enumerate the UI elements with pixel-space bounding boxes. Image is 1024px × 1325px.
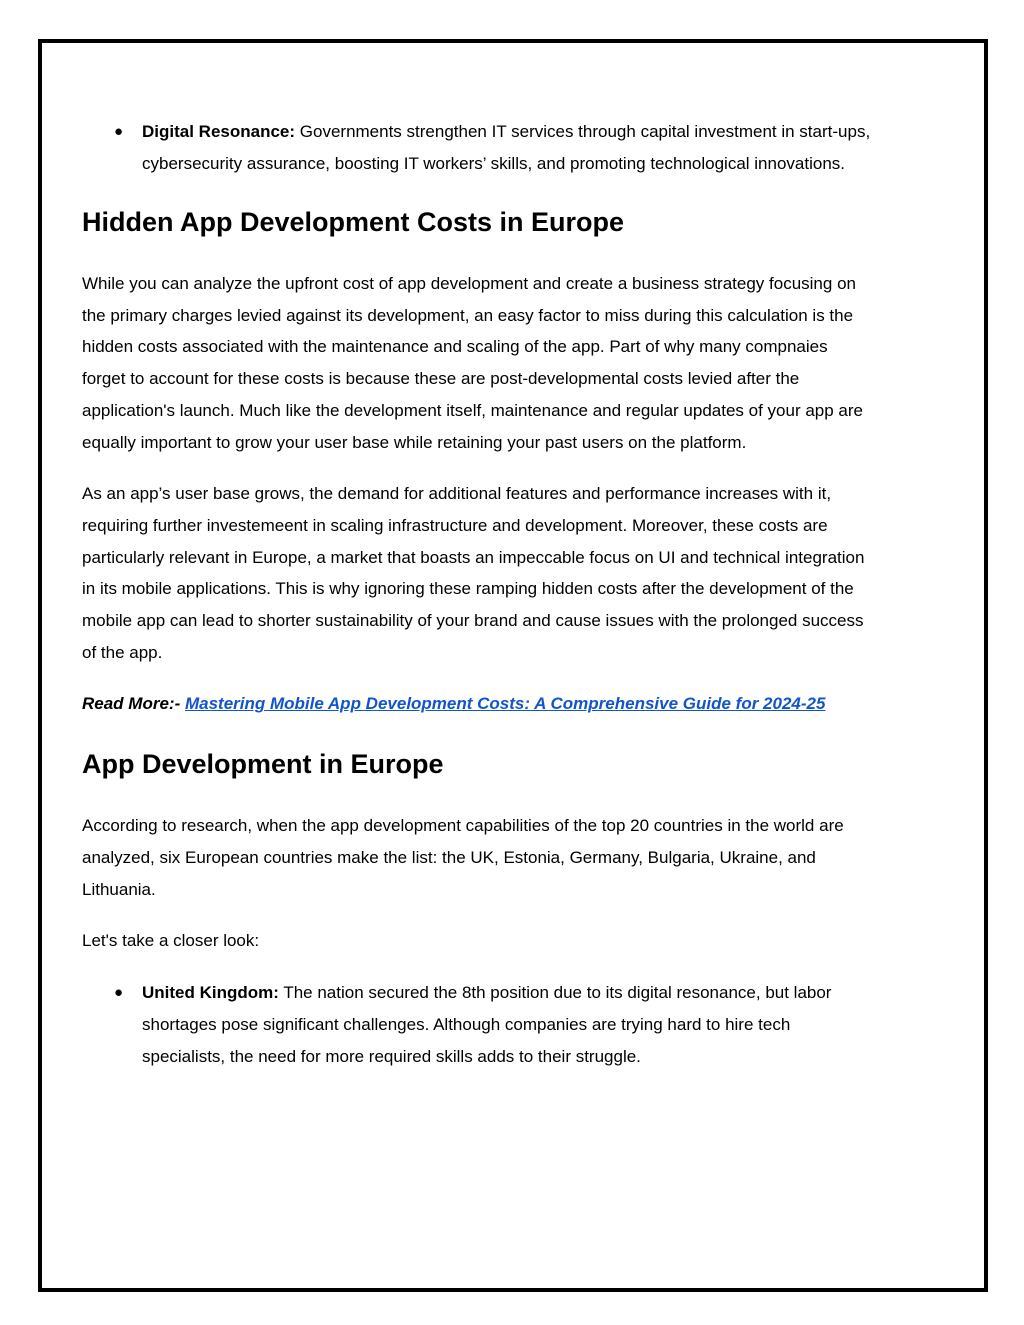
read-more-link[interactable]: Mastering Mobile App Development Costs: A Comprehensive Guide for 2024-25: [184, 694, 826, 714]
list-item-digital-resonance: [82, 116, 872, 180]
list-item-lead: United Kingdom:: [142, 982, 279, 1002]
section-heading-hidden-costs: Hidden App Development Costs in Europe: [82, 207, 625, 237]
bullet-icon: ●: [114, 123, 124, 140]
section-heading-app-dev-europe: App Development in Europe: [82, 749, 444, 780]
list-item-text: Governments strengthen IT services through capital investment in start-ups, cybersecurity assurance, boosting IT workers’ skills, and promoting technological innovations.: [142, 122, 871, 173]
list-item-united-kingdom: [82, 977, 872, 1073]
document-content: [82, 78, 872, 1073]
paragraph-app-dev-2: Let's take a closer look:: [82, 931, 260, 951]
read-more-line: [82, 688, 872, 720]
paragraph-hidden-costs-2: As an app’s user base grows, the demand for additional features and performance increases with it, requiring further investemeent in scaling infrastructure and development. Moreover, these costs are particularly relevant in Europe, a market that boasts an impeccable focus on UI and technical integration in its mobile applications. This is why ignoring these ramping hidden costs after the development of the mobile app can lead to shorter sustainability of your brand and cause issues with the prolonged success of the app.: [82, 484, 865, 662]
paragraph-hidden-costs-1: While you can analyze the upfront cost of app development and create a business strategy focusing on the primary charges levied against its development, an easy factor to miss during this calculation is the hidden costs associated with the maintenance and scaling of the app. Part of why many compnaies forget to account for these costs is because these are post-developmental costs levied after the application's launch. Much like the development itself, maintenance and regular updates of your app are equally important to grow your user base while retaining your past users on the platform.: [82, 274, 864, 452]
bullet-list-countries: [82, 977, 872, 1073]
list-item-lead: Digital Resonance:: [142, 122, 296, 141]
bullet-list-top: [82, 116, 872, 180]
read-more-label: Read More:-: [82, 694, 181, 714]
list-item-text: The nation secured the 8th position due to its digital resonance, but labor shortages pose significant challenges. Although companies are trying hard to hire tech specialists, the need for more required skills adds to their struggle.: [142, 982, 832, 1066]
bullet-icon: ●: [114, 983, 124, 1001]
paragraph-app-dev-1: According to research, when the app development capabilities of the top 20 countries in the world are analyzed, six European countries make the list: the UK, Estonia, Germany, Bulgaria, Ukraine, and Lithuania.: [82, 816, 844, 899]
